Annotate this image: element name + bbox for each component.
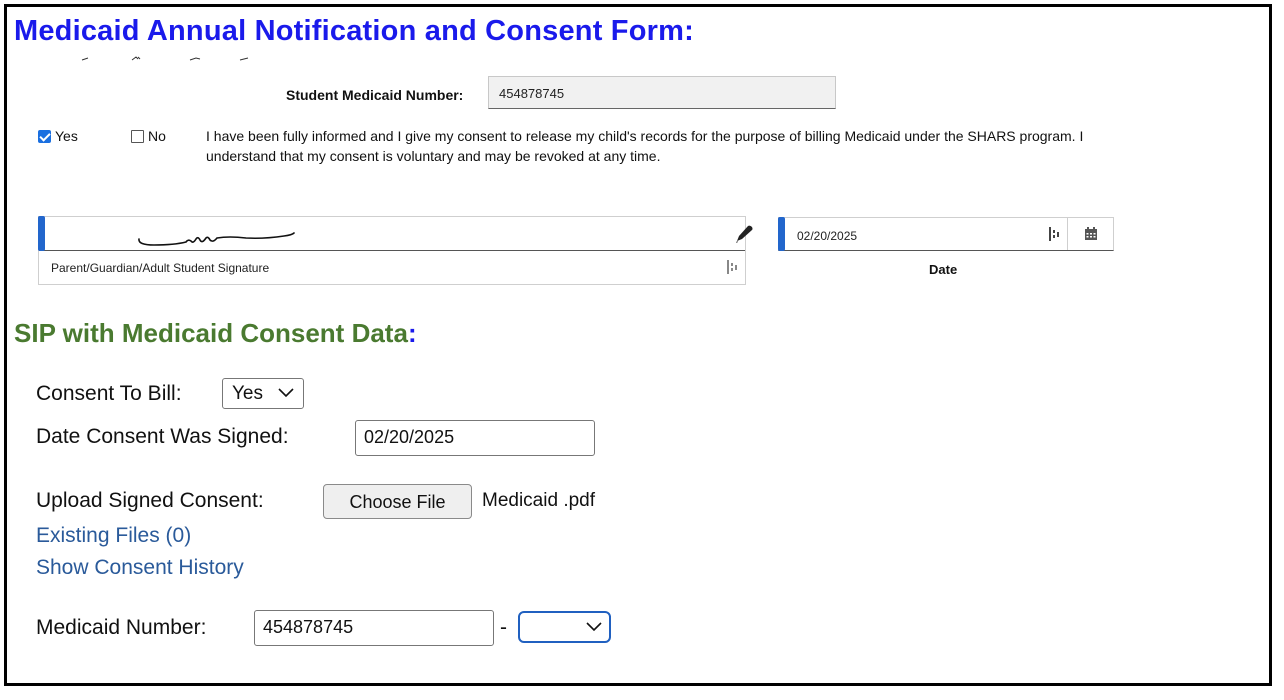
chevron-down-icon — [586, 622, 602, 632]
date-focus-indicator — [778, 217, 785, 251]
field-marker-icon — [727, 260, 737, 274]
calendar-icon[interactable] — [1084, 227, 1098, 241]
consent-to-bill-label: Consent To Bill: — [36, 382, 182, 405]
medicaid-number-label: Medicaid Number: — [36, 616, 207, 639]
student-medicaid-number-field[interactable]: 454878745 — [488, 76, 836, 109]
sip-section-title — [14, 318, 417, 349]
sip-title-colon: : — [407, 318, 417, 348]
show-consent-history-link[interactable]: Show Consent History — [36, 556, 244, 579]
existing-files-link[interactable]: Existing Files (0) — [36, 524, 192, 547]
selected-file-name: Medicaid .pdf — [482, 490, 596, 511]
date-signed-label: Date Consent Was Signed: — [36, 425, 289, 448]
consent-statement: I have been fully informed and I give my consent to release my child's records for the purpose of billing Medicaid under the SHARS program. I understand that my consent is voluntary and may be revoked at any time. — [206, 128, 1084, 164]
upload-consent-label: Upload Signed Consent: — [36, 489, 264, 512]
choose-file-button[interactable]: Choose File — [323, 484, 472, 519]
sip-title-text: SIP with Medicaid Consent Data — [14, 318, 408, 348]
signature-drawing — [134, 219, 314, 249]
field-marker-icon — [1049, 227, 1059, 241]
signature-line[interactable] — [39, 217, 745, 251]
consent-no-option[interactable] — [131, 128, 166, 144]
consent-to-bill-select[interactable] — [222, 378, 304, 409]
chevron-down-icon — [278, 388, 294, 398]
field-focus-indicator — [38, 216, 45, 251]
date-separator — [1067, 218, 1068, 250]
signature-field[interactable] — [38, 216, 746, 285]
yes-label: Yes — [55, 128, 78, 144]
student-medicaid-number-label: Student Medicaid Number: — [286, 87, 464, 103]
consent-to-bill-value: Yes — [232, 383, 263, 404]
partial-text-scribble — [40, 54, 280, 64]
medicaid-suffix-select[interactable] — [518, 611, 611, 643]
signature-caption: Parent/Guardian/Adult Student Signature — [51, 261, 270, 275]
yes-checkbox[interactable] — [38, 130, 51, 143]
medicaid-suffix-separator: - — [500, 616, 507, 639]
pen-icon[interactable] — [733, 223, 755, 245]
medicaid-number-input[interactable]: 454878745 — [254, 610, 494, 646]
signature-date-field[interactable] — [778, 217, 1114, 251]
consent-yes-option[interactable] — [38, 128, 78, 144]
no-checkbox[interactable] — [131, 130, 144, 143]
form-title: Medicaid Annual Notification and Consent Form: — [14, 15, 694, 47]
no-label: No — [148, 128, 166, 144]
date-caption: Date — [929, 262, 958, 277]
date-signed-input[interactable]: 02/20/2025 — [355, 420, 595, 456]
signature-date-value: 02/20/2025 — [797, 229, 858, 243]
